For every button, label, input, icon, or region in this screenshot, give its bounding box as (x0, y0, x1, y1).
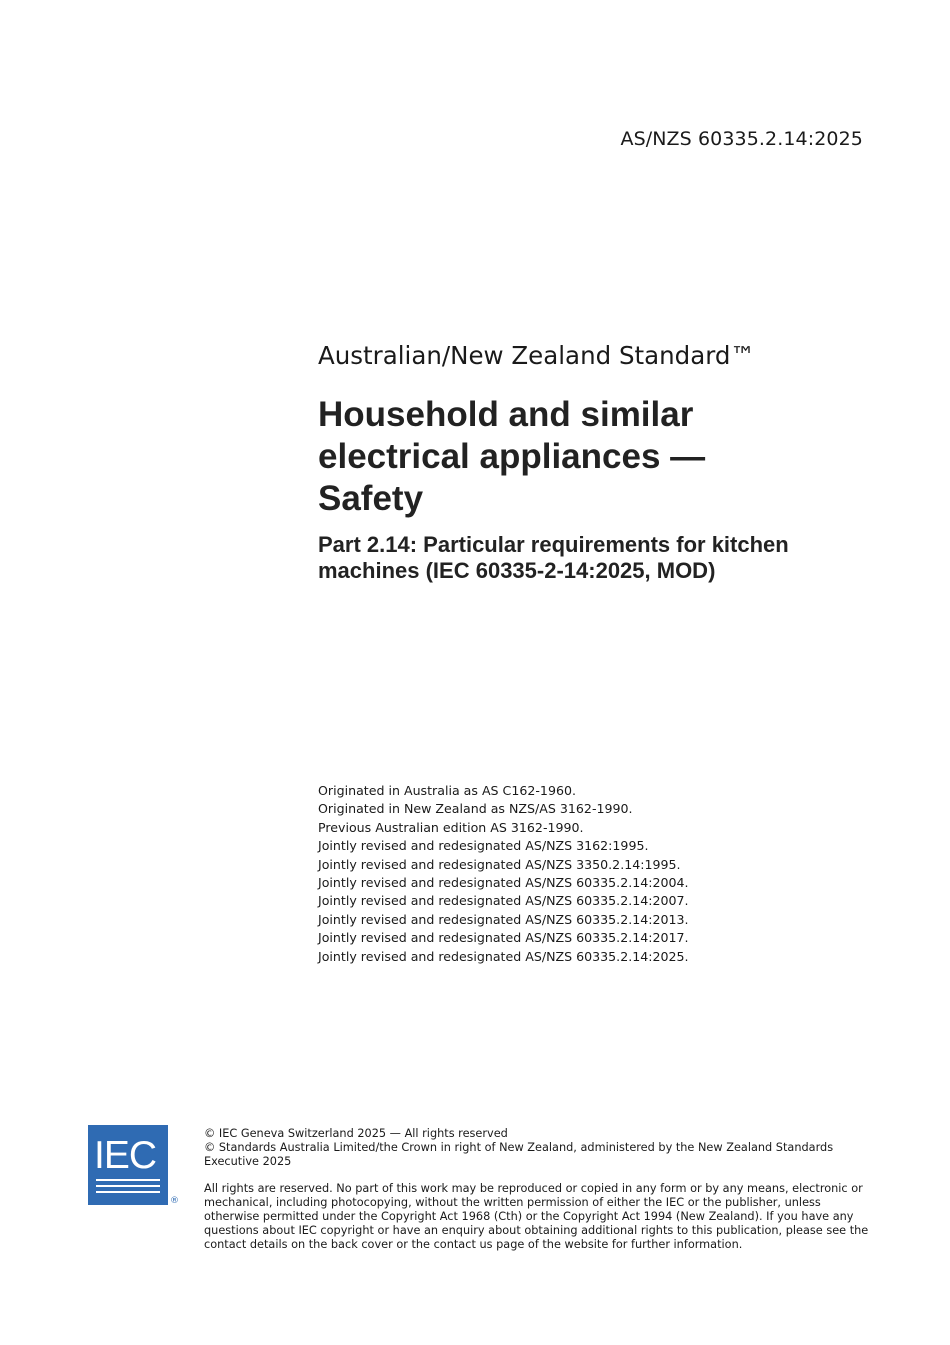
document-number: AS/NZS 60335.2.14:2025 (620, 128, 863, 150)
title-line: Safety (318, 479, 424, 518)
subtitle-line: Part 2.14: Particular requirements for kitchen (318, 532, 789, 557)
history-item: Jointly revised and redesignated AS/NZS 60335.2.14:2013. (318, 911, 689, 927)
registered-mark: ® (170, 1196, 179, 1206)
title-block (318, 340, 898, 584)
document-subtitle (318, 532, 898, 584)
logo-stripe (96, 1191, 160, 1193)
logo-stripe (96, 1185, 160, 1187)
iec-logo (88, 1125, 168, 1205)
iec-logo-text: IEC (94, 1134, 157, 1177)
history-item: Jointly revised and redesignated AS/NZS 60335.2.14:2007. (318, 893, 689, 909)
title-line: electrical appliances — (318, 437, 706, 476)
history-item: Jointly revised and redesignated AS/NZS 60335.2.14:2017. (318, 930, 689, 946)
history-item: Jointly revised and redesignated AS/NZS 3350.2.14:1995. (318, 856, 681, 872)
logo-stripe (96, 1179, 160, 1181)
history-item: Jointly revised and redesignated AS/NZS 60335.2.14:2004. (318, 875, 689, 891)
rights-notice: All rights are reserved. No part of this work may be reproduced or copied in any form or by any means, electronic or mechanical, including photocopying, without the written permission of either the IEC or the publisher, unless otherwise permitted under the Copyright Act 1968 (Cth) or the Copyright Act 1994 (New Zealand). If you have any questions about IEC copyright or have an enquiry about obtaining additional rights to this publication, please see the contact details on the back cover or the contact us page of the website for further information. (204, 1182, 869, 1251)
history-item: Originated in New Zealand as NZS/AS 3162-1990. (318, 801, 633, 817)
copyright-standards-australia: © Standards Australia Limited/the Crown in right of New Zealand, administered by the New Zealand Standards Executive 2025 (204, 1141, 834, 1168)
edition-history (318, 782, 878, 966)
history-item: Jointly revised and redesignated AS/NZS 60335.2.14:2025. (318, 948, 689, 964)
title-line: Household and similar (318, 395, 694, 434)
subtitle-line: machines (IEC 60335-2-14:2025, MOD) (318, 558, 716, 583)
document-title (318, 394, 898, 520)
standard-type: Australian/New Zealand Standard™ (318, 341, 755, 370)
legal-notice (204, 1127, 869, 1252)
history-item: Previous Australian edition AS 3162-1990. (318, 819, 584, 835)
history-item: Originated in Australia as AS C162-1960. (318, 783, 576, 798)
history-item: Jointly revised and redesignated AS/NZS 3162:1995. (318, 838, 649, 854)
copyright-iec: © IEC Geneva Switzerland 2025 — All rights reserved (204, 1127, 508, 1140)
